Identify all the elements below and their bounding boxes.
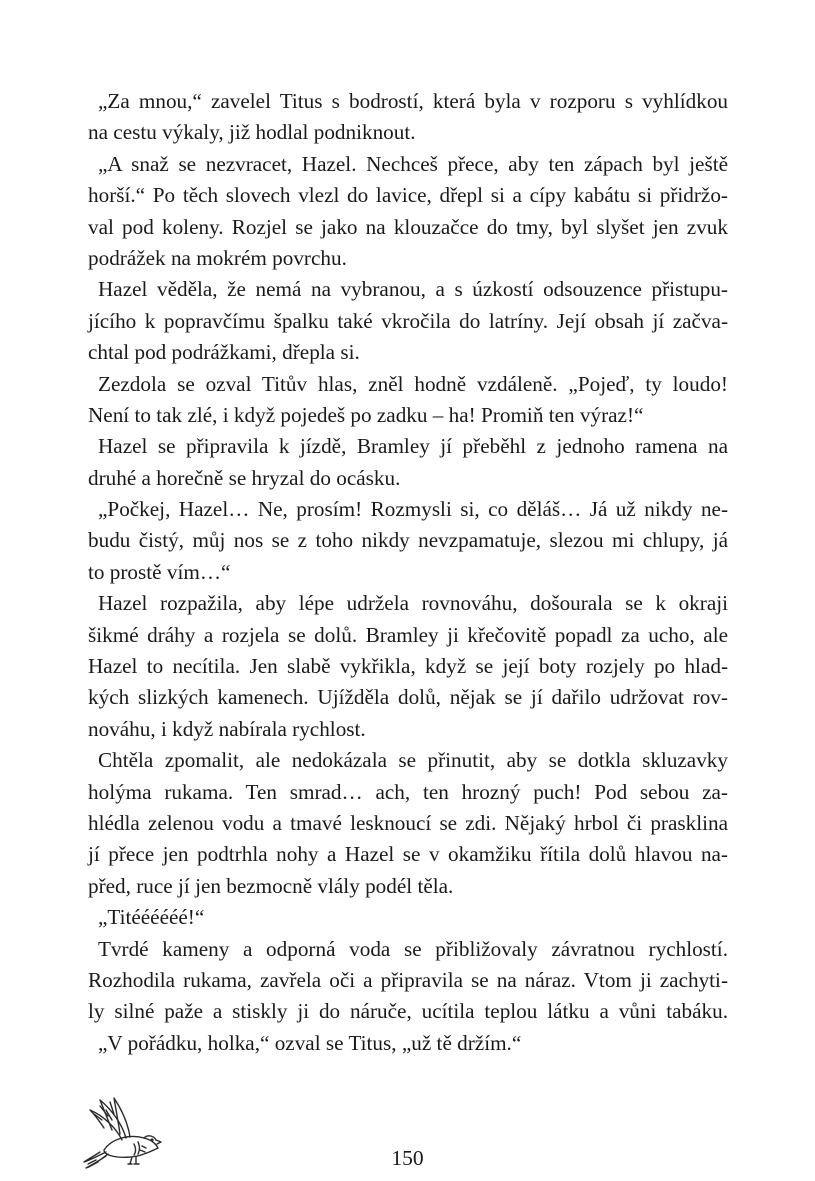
text-line: to prostě vím…“ [88,559,231,584]
text-line: Hazel rozpažila, aby lépe udržela rovnováhu, došourala se k okraji [98,591,728,616]
text-line: „A snaž se nezvracet, Hazel. Nechceš přece, aby ten zápach byl ještě [98,151,728,176]
text-line: na cestu výkaly, již hodlal podniknout. [88,120,416,145]
text-line: „Počkej, Hazel… Ne, prosím! Rozmysli si, co děláš… Já už nikdy ne- [98,497,728,522]
text-line: val pod koleny. Rozjel se jako na klouzačce do tmy, byl slyšet jen zvuk [88,214,728,239]
text-line: nováhu, i když nabírala rychlost. [88,716,366,741]
text-line: hlédla zelenou vodu a tmavé lesknoucí se zdi. Nějaký hrbol či prasklina [88,810,728,835]
text-line: Rozhodila rukama, zavřela oči a připravila se na náraz. Vtom ji zachyti- [88,967,728,992]
text-line: horší.“ Po těch slovech vlezl do lavice, dřepl si a cípy kabátu si přidržo- [88,183,728,208]
text-line: podrážek na mokrém povrchu. [88,245,347,270]
text-line: „Za mnou,“ zavelel Titus s bodrostí, která byla v rozporu s vyhlídkou [98,89,728,113]
page-number: 150 [391,1146,424,1170]
text-line: Hazel to necítila. Jen slabě vykřikla, když se její boty rozjely po hlad- [88,654,728,679]
text-line: holýma rukama. Ten smrad… ach, ten hrozný puch! Pod sebou za- [88,779,728,804]
text-line: Hazel věděla, že nemá na vybranou, a s úzkostí odsouzence přistupu- [98,277,728,302]
text-line: „Titéééééé!“ [98,905,205,930]
text-line: jícího k popravčímu špalku také vkročila do latríny. Její obsah jí začva- [88,308,728,333]
text-line: Chtěla zpomalit, ale nedokázala se přinutit, aby se dotkla skluzavky [98,748,728,773]
text-line: ly silné paže a stiskly ji do náruče, ucítila teplou látku a vůni tabáku. [88,999,728,1024]
text-line: „V pořádku, holka,“ ozval se Titus, „už tě držím.“ [98,1030,522,1055]
text-line: Tvrdé kameny a odporná voda se přibližovaly závratnou rychlostí. [98,936,728,961]
text-line: kých slizkých kamenech. Ujížděla dolů, nějak se jí dařilo udržovat rov- [88,685,728,710]
text-line: budu čistý, můj nos se z toho nikdy nevzpamatuje, slezou mi chlupy, já [88,528,728,553]
text-line: chtal pod podrážkami, dřepla si. [88,340,360,365]
body-text [88,86,728,1059]
text-line: před, ruce jí jen bezmocně vlály podél těla. [88,873,454,898]
text-line: jí přece jen podtrhla nohy a Hazel se v okamžiku řítila dolů hlavou na- [88,842,728,867]
text-line: Zezdola se ozval Titův hlas, zněl hodně vzdáleně. „Pojeď, ty loudo! [98,371,728,396]
text-line: Není to tak zlé, i když pojedeš po zadku – ha! Promiň ten výraz!“ [88,402,644,427]
text-line: druhé a horečně se hryzal do ocásku. [88,465,401,490]
text-line: Hazel se připravila k jízdě, Bramley jí přeběhl z jednoho ramena na [98,434,728,459]
text-line: šikmé dráhy a rozjela se dolů. Bramley ji křečovitě popadl za ucho, ale [88,622,728,647]
